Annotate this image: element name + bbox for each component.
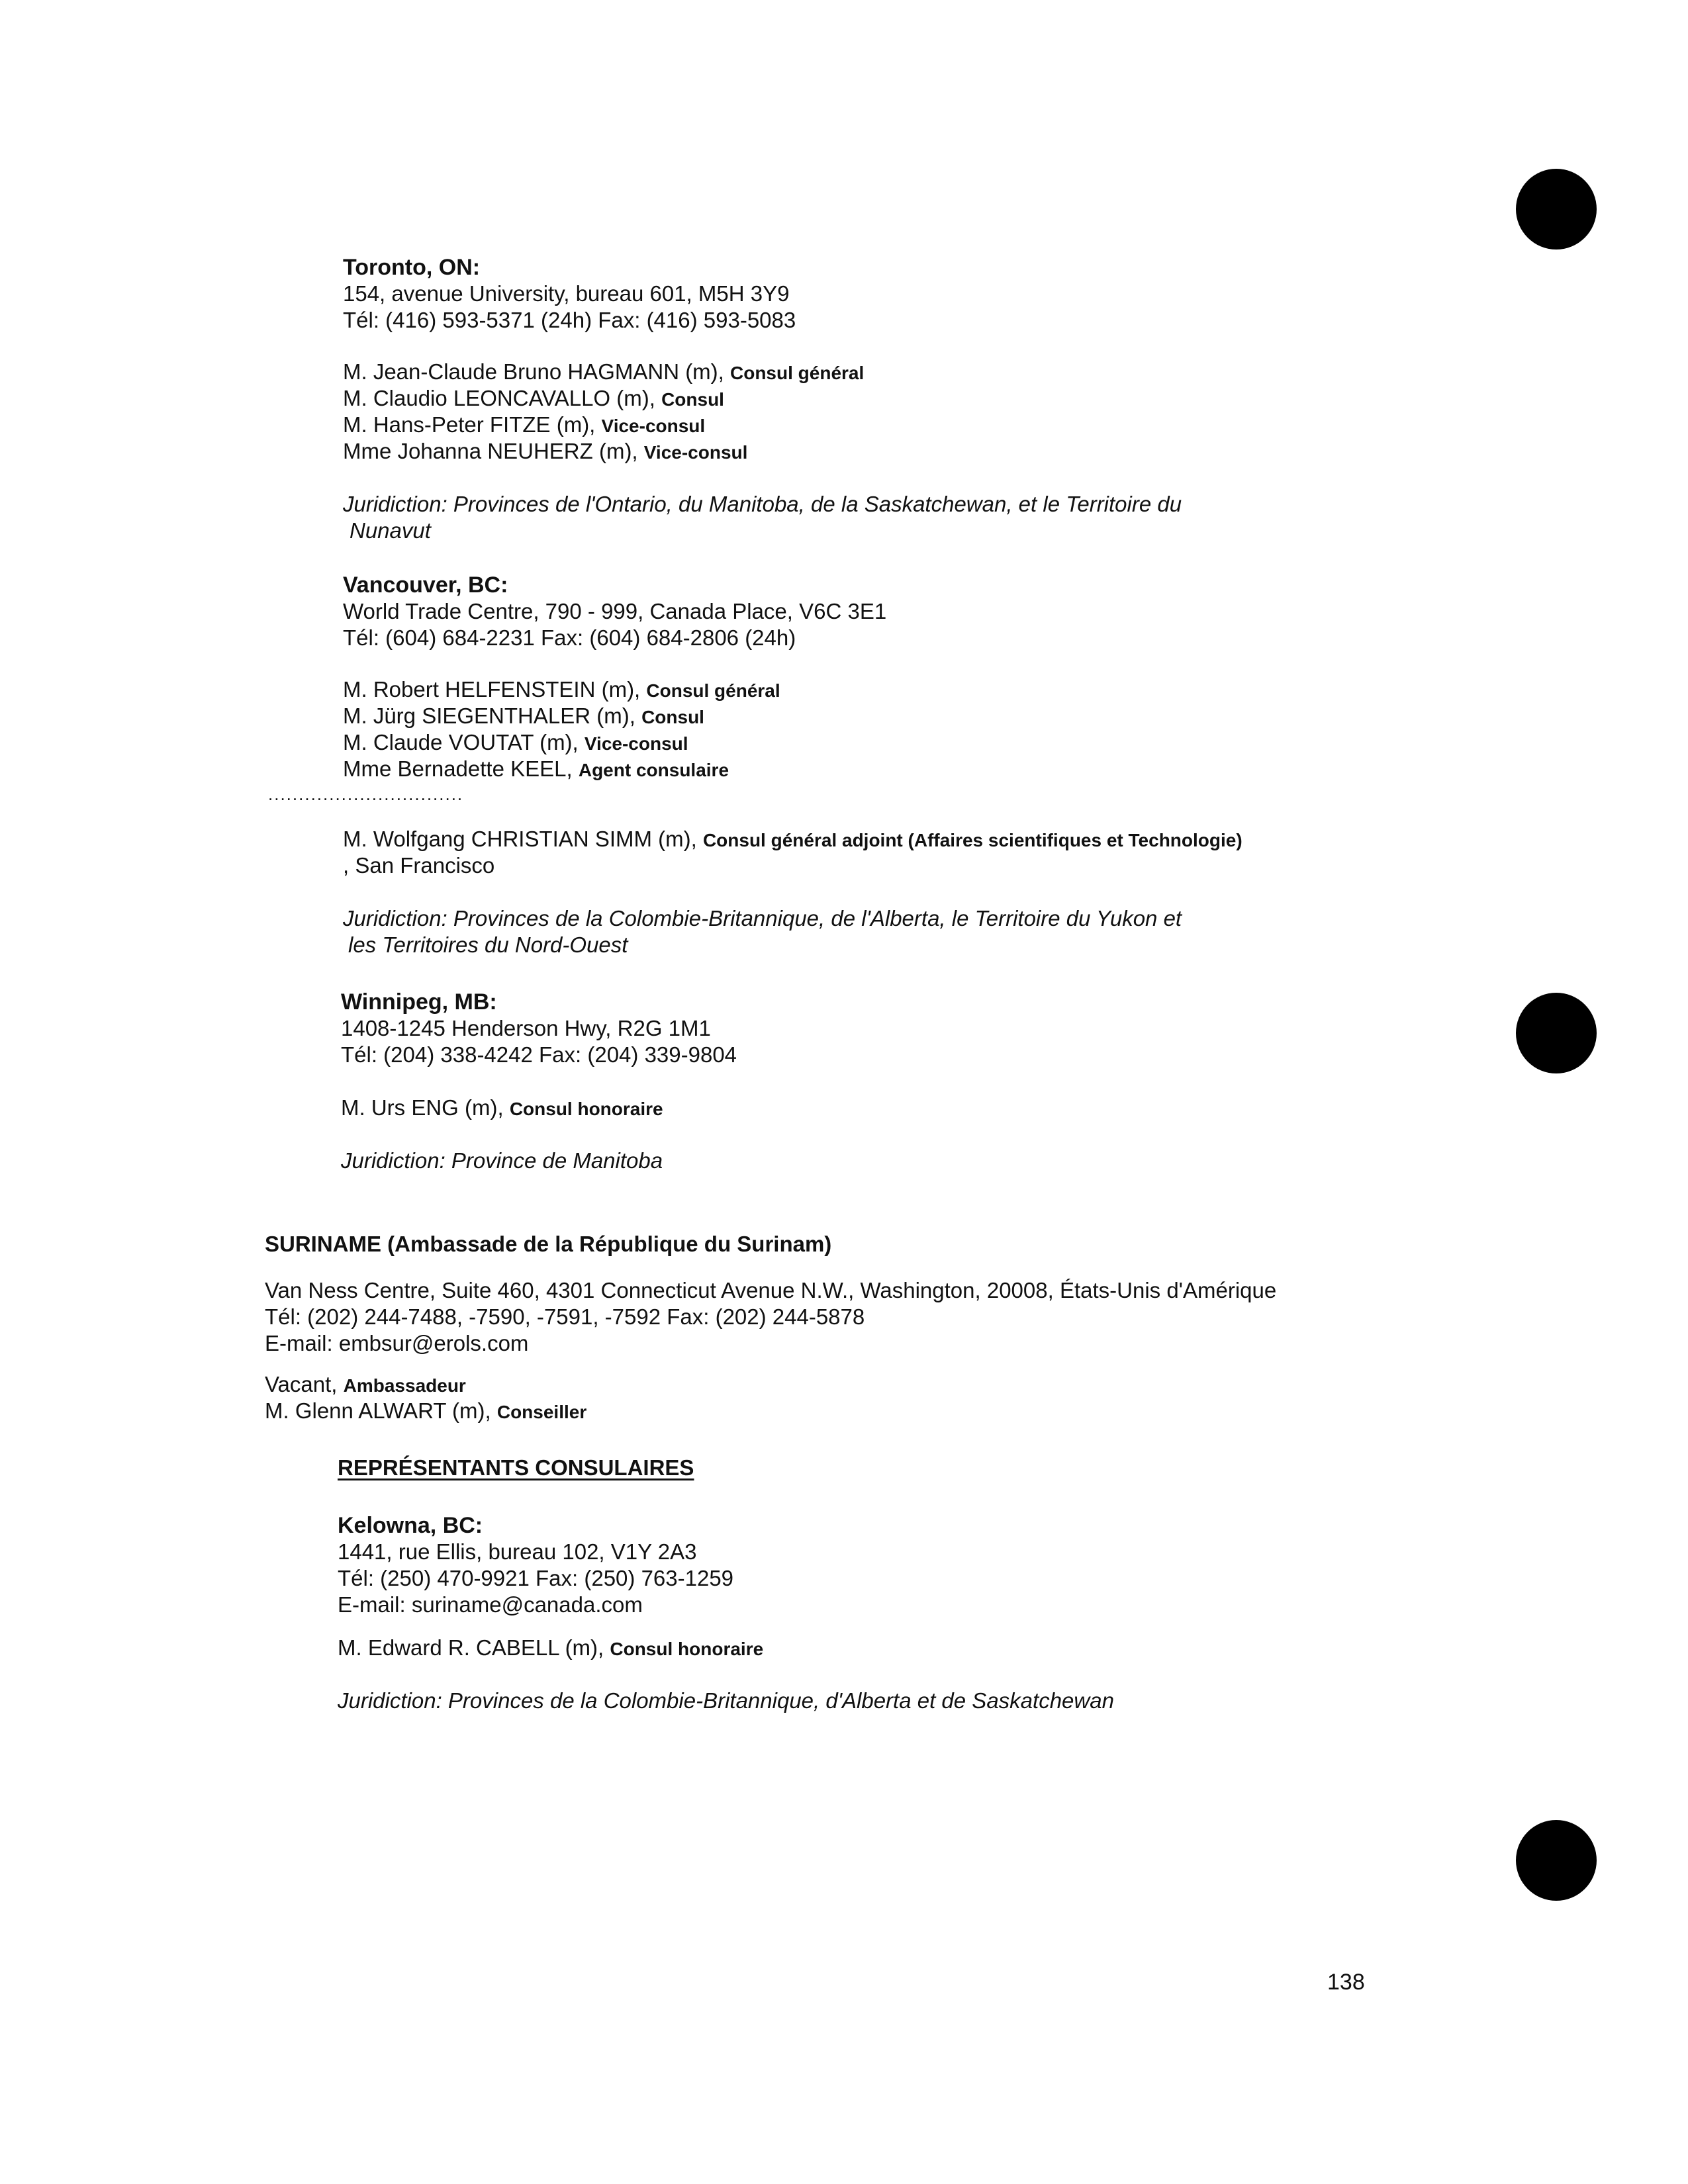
kelowna-city: Kelowna, BC: — [338, 1513, 483, 1538]
vancouver-extra-staff — [343, 826, 1243, 854]
staff-role: Ambassadeur — [343, 1375, 466, 1396]
staff-name: M. Wolfgang CHRISTIAN SIMM (m), — [343, 827, 703, 851]
vancouver-staff-1 — [343, 676, 780, 704]
staff-role: Conseiller — [496, 1402, 587, 1422]
punch-hole-top — [1516, 169, 1597, 250]
toronto-jurisdiction-line-1: Juridiction: Provinces de l'Ontario, du Manitoba, de la Saskatchewan, et le Territoire du — [343, 492, 1182, 516]
toronto-address: 154, avenue University, bureau 601, M5H 3Y9 — [343, 281, 790, 306]
kelowna-jurisdiction: Juridiction: Provinces de la Colombie-Britannique, d'Alberta et de Saskatchewan — [338, 1688, 1114, 1713]
winnipeg-phone: Tél: (204) 338-4242 Fax: (204) 339-9804 — [341, 1042, 737, 1067]
staff-role: Consul général adjoint (Affaires scientifiques et Technologie) — [702, 830, 1243, 850]
staff-name: M. Urs ENG (m), — [341, 1095, 510, 1120]
staff-name: M. Claudio LEONCAVALLO (m), — [343, 386, 662, 410]
staff-role: Consul — [641, 707, 704, 727]
staff-name: M. Robert HELFENSTEIN (m), — [343, 677, 647, 702]
staff-role: Agent consulaire — [578, 760, 729, 780]
toronto-staff-1 — [343, 359, 864, 387]
staff-name: Mme Bernadette KEEL, — [343, 756, 579, 781]
staff-role: Vice-consul — [601, 416, 706, 436]
winnipeg-city: Winnipeg, MB: — [341, 989, 497, 1015]
staff-name: M. Hans-Peter FITZE (m), — [343, 412, 602, 437]
winnipeg-staff-1 — [341, 1095, 663, 1122]
toronto-staff-4 — [343, 438, 747, 466]
vancouver-staff-2 — [343, 703, 704, 731]
vancouver-jurisdiction-line-1: Juridiction: Provinces de la Colombie-Britannique, de l'Alberta, le Territoire du Yukon et — [343, 906, 1182, 931]
kelowna-email: E-mail: suriname@canada.com — [338, 1592, 643, 1617]
vancouver-staff-4 — [343, 756, 729, 784]
winnipeg-jurisdiction: Juridiction: Province de Manitoba — [341, 1148, 663, 1173]
punch-hole-bottom — [1516, 1820, 1597, 1901]
staff-name: M. Jean-Claude Bruno HAGMANN (m), — [343, 359, 730, 384]
kelowna-address: 1441, rue Ellis, bureau 102, V1Y 2A3 — [338, 1539, 697, 1564]
staff-role: Vice-consul — [643, 442, 748, 463]
suriname-email: E-mail: embsur@erols.com — [265, 1331, 529, 1355]
staff-role: Consul honoraire — [610, 1639, 764, 1659]
staff-role: Consul — [661, 389, 724, 410]
staff-role: Vice-consul — [584, 733, 688, 754]
staff-name: M. Claude VOUTAT (m), — [343, 730, 585, 754]
consular-representatives-heading: REPRÉSENTANTS CONSULAIRES — [338, 1455, 694, 1480]
suriname-address: Van Ness Centre, Suite 460, 4301 Connecticut Avenue N.W., Washington, 20008, États-Unis d'Amérique — [265, 1278, 1277, 1302]
toronto-jurisdiction-line-2: Nunavut — [350, 518, 431, 543]
vancouver-extra-location: , San Francisco — [343, 853, 495, 878]
kelowna-staff-1 — [338, 1635, 763, 1662]
suriname-staff-2 — [265, 1398, 586, 1426]
toronto-staff-2 — [343, 385, 724, 413]
toronto-staff-3 — [343, 412, 705, 439]
suriname-phone: Tél: (202) 244-7488, -7590, -7591, -7592 Fax: (202) 244-5878 — [265, 1304, 865, 1329]
dotted-separator: ................................ — [268, 784, 464, 804]
staff-name: Vacant, — [265, 1372, 344, 1396]
vancouver-address: World Trade Centre, 790 - 999, Canada Place, V6C 3E1 — [343, 599, 887, 623]
staff-role: Consul général — [646, 680, 780, 701]
kelowna-phone: Tél: (250) 470-9921 Fax: (250) 763-1259 — [338, 1566, 734, 1590]
vancouver-city: Vancouver, BC: — [343, 572, 508, 598]
toronto-phone: Tél: (416) 593-5371 (24h) Fax: (416) 593-5083 — [343, 308, 796, 332]
suriname-heading: SURINAME (Ambassade de la République du Surinam) — [265, 1232, 832, 1256]
suriname-staff-1 — [265, 1371, 466, 1399]
vancouver-jurisdiction-line-2: les Territoires du Nord-Ouest — [348, 933, 628, 957]
punch-hole-middle — [1516, 993, 1597, 1073]
winnipeg-address: 1408-1245 Henderson Hwy, R2G 1M1 — [341, 1016, 711, 1040]
staff-role: Consul honoraire — [509, 1099, 663, 1119]
staff-name: M. Edward R. CABELL (m), — [338, 1635, 610, 1660]
vancouver-phone: Tél: (604) 684-2231 Fax: (604) 684-2806 (24h) — [343, 625, 796, 650]
staff-name: M. Glenn ALWART (m), — [265, 1398, 497, 1423]
toronto-city: Toronto, ON: — [343, 255, 481, 280]
staff-role: Consul général — [730, 363, 865, 383]
staff-name: Mme Johanna NEUHERZ (m), — [343, 439, 644, 463]
staff-name: M. Jürg SIEGENTHALER (m), — [343, 704, 642, 728]
vancouver-staff-3 — [343, 729, 688, 757]
page-number: 138 — [1327, 1970, 1365, 1995]
